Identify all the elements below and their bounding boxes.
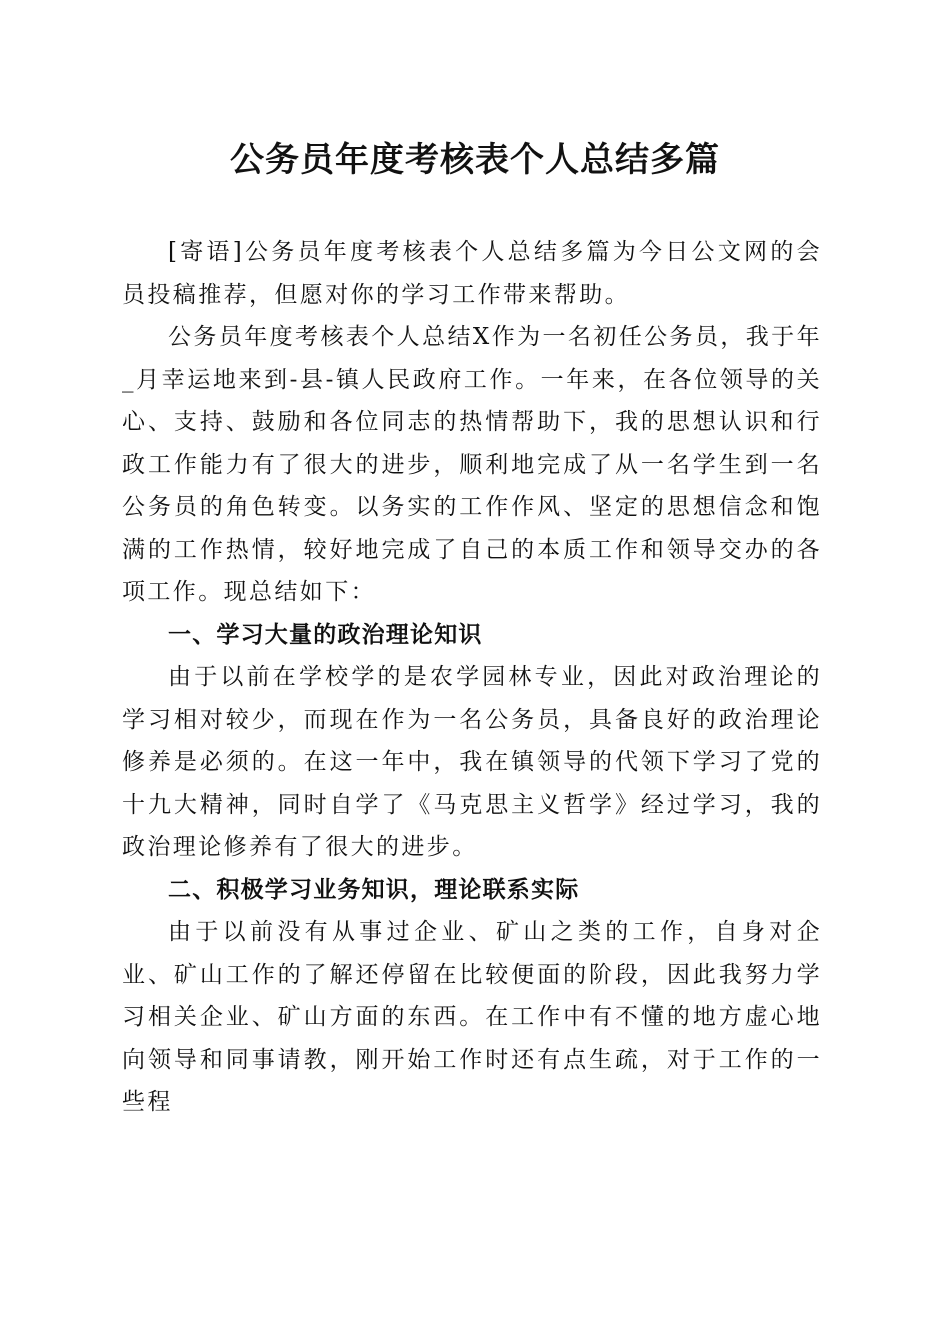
section-1-heading: 一、学习大量的政治理论知识 (168, 621, 483, 648)
intro-paragraph: [寄语]公务员年度考核表个人总结多篇为今日公文网的会员投稿推荐，但愿对你的学习工作带来帮助。 (122, 239, 822, 308)
document-body (122, 231, 822, 1124)
section-1-paragraph: 由于以前在学校学的是农学园林专业，因此对政治理论的学习相对较少，而现在作为一名公务员，具备良好的政治理论修养是必须的。在这一年中，我在镇领导的代领下学习了党的十九大精神，同时自学了《马克思主义哲学》经过学习，我的政治理论修养有了很大的进步。 (122, 664, 822, 860)
section-2-paragraph: 由于以前没有从事过企业、矿山之类的工作，自身对企业、矿山工作的了解还停留在比较便面的阶段，因此我努力学习相关企业、矿山方面的东西。在工作中有不懂的地方虚心地向领导和同事请教，刚开始工作时还有点生疏，对于工作的一些程 (122, 919, 822, 1115)
document-title: 公务员年度考核表个人总结多篇 (230, 140, 720, 180)
summary-paragraph: 公务员年度考核表个人总结X作为一名初任公务员，我于年_月幸运地来到-县-镇人民政府工作。一年来，在各位领导的关心、支持、鼓励和各位同志的热情帮助下，我的思想认识和行政工作能力有了很大的进步，顺利地完成了从一名学生到一名公务员的角色转变。以务实的工作作风、坚定的思想信念和饱满的工作热情，较好地完成了自己的本质工作和领导交办的各项工作。现总结如下： (122, 324, 822, 605)
section-2-heading: 二、积极学习业务知识，理论联系实际 (168, 876, 580, 903)
